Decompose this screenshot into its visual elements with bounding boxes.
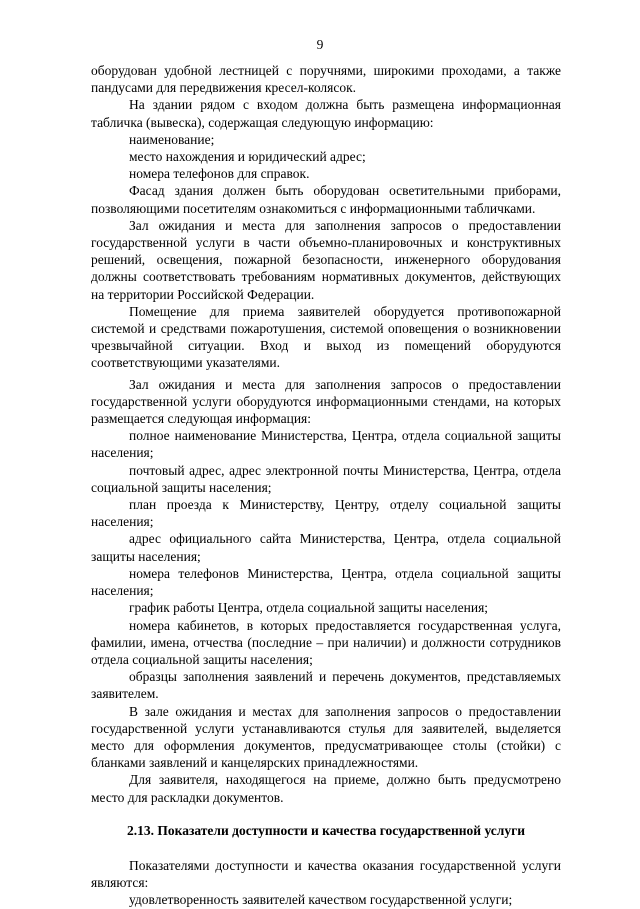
list-item: почтовый адрес, адрес электронной почты Министерства, Центра, отдела социальной защиты населения;	[91, 462, 561, 495]
section-heading: 2.13. Показатели доступности и качества государственной услуги	[127, 822, 525, 838]
list-item: номера телефонов для справок.	[129, 166, 310, 182]
list-item: план проезда к Министерству, Центру, отделу социальной защиты населения;	[91, 497, 561, 530]
paragraph: Зал ожидания и места для заполнения запросов о предоставлении государственной услуги оборудуются информационными стендами, на которых размещается следующая информация:	[91, 376, 561, 427]
paragraph: Показателями доступности и качества оказания государственной услуги являются:	[91, 857, 561, 891]
list-item: наименование;	[129, 131, 215, 147]
paragraph: Для заявителя, находящегося на приеме, должно быть предусмотрено место для раскладки документов.	[91, 772, 561, 805]
list-item: удовлетворенность заявителей качеством государственной услуги;	[129, 892, 513, 908]
paragraph: Помещение для приема заявителей оборудуется противопожарной системой и средствами пожаротушения, системой оповещения о возникновении чрезвычайной ситуации. Вход и выход из помещений оборудуются соответствующими указателями.	[91, 303, 561, 371]
list-item: график работы Центра, отдела социальной защиты населения;	[129, 600, 489, 616]
page-number: 9	[316, 37, 324, 52]
paragraph: оборудован удобной лестницей с поручнями, широкими проходами, а также пандусами для передвижения кресел-колясок.	[91, 63, 561, 96]
list-item: образцы заполнения заявлений и перечень документов, представляемых заявителем.	[91, 669, 561, 702]
paragraph: На здании рядом с входом должна быть размещена информационная табличка (вывеска), содержащая следующую информацию:	[91, 97, 561, 130]
paragraph: Зал ожидания и места для заполнения запросов о предоставлении государственной услуги в части объемно-планировочных и конструктивных решений, освещения, пожарной безопасности, инженерного оборудования должны соответствовать требованиям нормативных документов, действующих на территории Российской Федерации.	[91, 217, 561, 302]
list-item: место нахождения и юридический адрес;	[129, 149, 366, 165]
paragraph: В зале ожидания и местах для заполнения запросов о предоставлении государственной услуги устанавливаются стулья для заявителей, выделяется место для оформления документов, предусматривающее столы (стойки) с бланками заявлений и канцелярских принадлежностями.	[91, 703, 561, 771]
list-item: полное наименование Министерства, Центра, отдела социальной защиты населения;	[91, 428, 561, 461]
body-text	[91, 62, 561, 909]
list-item: номера кабинетов, в которых предоставляется государственная услуга, фамилии, имена, отчества (последние – при наличии) и должности сотрудников отдела социальной защиты населения;	[91, 617, 561, 667]
paragraph: Фасад здания должен быть оборудован осветительными приборами, позволяющими посетителям ознакомиться с информационными табличками.	[91, 183, 561, 216]
list-item: номера телефонов Министерства, Центра, отдела социальной защиты населения;	[91, 565, 561, 599]
list-item: адрес официального сайта Министерства, Центра, отдела социальной защиты населения;	[91, 531, 561, 564]
